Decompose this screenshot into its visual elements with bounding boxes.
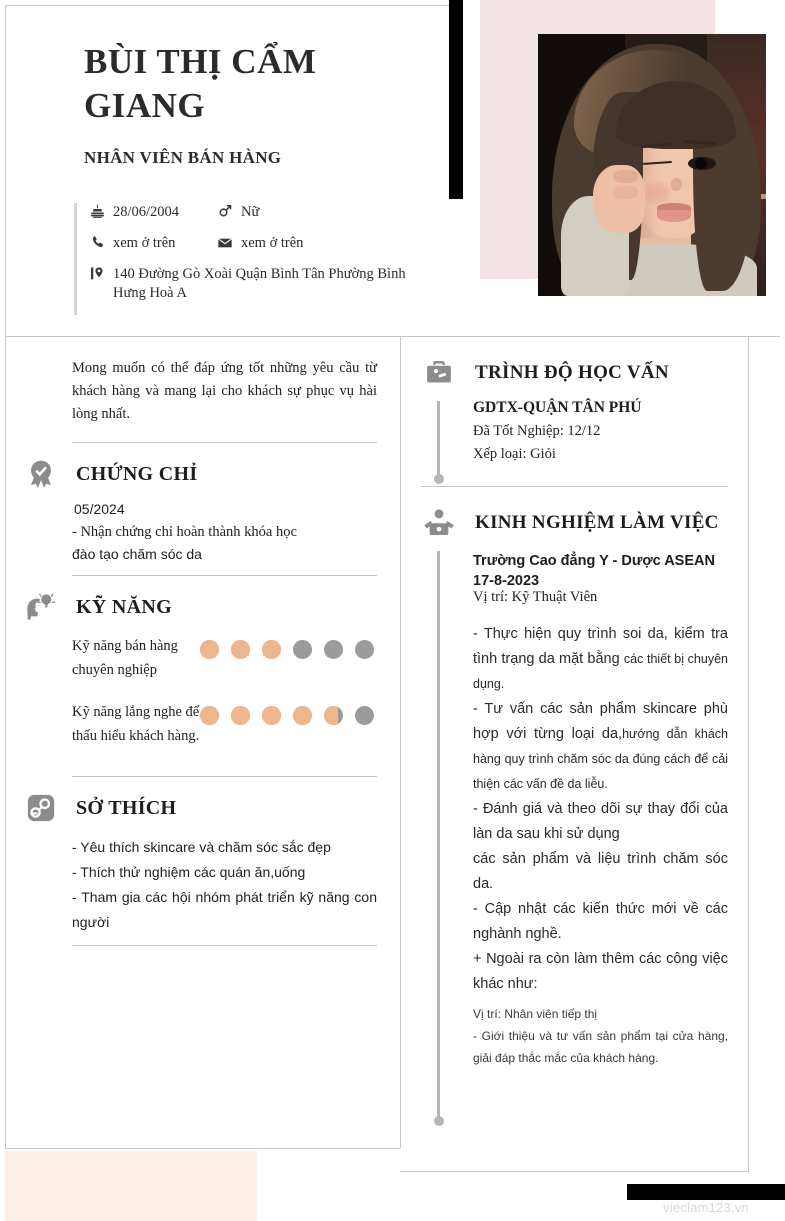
experience-date: 17-8-2023 xyxy=(473,573,540,589)
skill-rating-dot xyxy=(231,706,250,725)
right-column-border xyxy=(748,336,749,1173)
career-objective: Mong muốn có thể đáp ứng tốt những yêu cầu từ khách hàng và mang lại cho khách sự phục vụ hài lòng nhất. xyxy=(72,360,377,422)
certificates-title: CHỨNG CHỈ xyxy=(76,462,198,485)
skill-rating-dot xyxy=(355,706,374,725)
contact-address-text: 140 Đường Gò Xoài Quận Bình Tân Phường Bình Hưng Hoà A xyxy=(113,266,406,301)
hobbies-list xyxy=(72,835,377,935)
sub-duty: - Giới thiệu và tư vấn sản phẩm tại cửa hàng, giải đáp thắc mắc của khách hàng. xyxy=(473,1029,728,1065)
skill-name: Kỹ năng lắng nghe để thấu hiểu khách hàng. xyxy=(72,704,200,744)
hobby-line: - Yêu thích skincare và chăm sóc sắc đẹp xyxy=(72,839,331,855)
head-lightbulb-icon xyxy=(24,590,58,624)
certificate-badge-icon xyxy=(24,457,58,491)
skill-row xyxy=(72,634,377,682)
duty-2-small: hướng dẫn khách hàng quy trình chăm sóc da đúng cách để cải thiện các vấn đề da liễu. xyxy=(473,727,729,791)
section-education xyxy=(401,337,748,480)
duty-paragraph-6: + Ngoài ra còn làm thêm các công việc khác như: xyxy=(473,951,728,992)
skill-rating-dot xyxy=(324,706,343,725)
cake-icon xyxy=(87,204,107,219)
contact-email[interactable] xyxy=(215,234,303,253)
skills-title: KỸ NĂNG xyxy=(76,595,172,618)
hobby-line: - Thích thử nghiệm các quán ăn,uống xyxy=(72,864,306,880)
contact-gender xyxy=(215,203,259,222)
duty-paragraph-4: các sản phẩm và liệu trình chăm sóc da. xyxy=(473,851,728,892)
contact-row-2 xyxy=(87,234,444,253)
section-hobbies xyxy=(6,777,400,945)
gender-icon xyxy=(215,204,235,218)
skill-rating-dot xyxy=(262,706,281,725)
profile-photo xyxy=(538,34,766,296)
duty-1-main: - Thực hiện quy trình soi da, kiểm tra tình trạng da mặt bằng xyxy=(473,626,728,667)
timeline-dot xyxy=(434,474,444,484)
education-graduation: Đã Tốt Nghiệp: 12/12 xyxy=(473,423,601,439)
duty-paragraph-2 xyxy=(473,697,728,797)
experience-duties xyxy=(473,622,728,997)
hobbies-title: SỞ THÍCH xyxy=(76,796,177,819)
left-column xyxy=(6,337,400,946)
portrait-illustration xyxy=(538,34,766,296)
briefcase-icon xyxy=(421,355,457,391)
education-header xyxy=(473,355,728,391)
contact-phone-text: xem ở trên xyxy=(113,235,176,251)
left-column-bottom-rule xyxy=(5,1148,400,1149)
decorative-black-bar xyxy=(449,0,463,199)
skill-rating-dot xyxy=(262,640,281,659)
contact-email-text: xem ở trên xyxy=(241,235,304,251)
skill-name: Kỹ năng bán hàng chuyên nghiệp xyxy=(72,638,178,678)
contact-block xyxy=(74,203,444,315)
contact-address xyxy=(87,265,437,303)
education-title: TRÌNH ĐỘ HỌC VẤN xyxy=(475,362,669,383)
skills-header xyxy=(72,590,377,624)
skill-rating-dots xyxy=(200,634,374,659)
section-skills xyxy=(6,576,400,776)
duty-paragraph-1 xyxy=(473,622,728,697)
hobbies-header xyxy=(72,791,377,825)
experience-header xyxy=(473,505,728,541)
skill-rating-dot xyxy=(324,640,343,659)
duty-paragraph-3: - Đánh giá và theo dõi sự thay đổi của làn da sau khi sử dụng xyxy=(473,801,728,842)
duty-2-main: - Tư vấn các sản phẩm skincare phù hợp với từng loại da, xyxy=(473,701,728,742)
right-column-bottom-rule xyxy=(400,1171,748,1172)
duty-1-small: các thiết bị chuyên dụng. xyxy=(473,652,728,691)
duty-paragraph-5: - Cập nhật các kiến thức mới về các nghành nghề. xyxy=(473,901,728,942)
experience-organization: Trường Cao đẳng Y - Dược ASEAN xyxy=(473,553,715,569)
section-experience xyxy=(401,487,748,1093)
education-grade: Xếp loại: Giỏi xyxy=(473,446,556,462)
education-school: GDTX-QUẬN TÂN PHÚ xyxy=(473,399,642,416)
right-column xyxy=(401,337,748,1093)
contact-phone[interactable] xyxy=(87,234,215,253)
hobby-icon xyxy=(24,791,58,825)
skill-rating-dot xyxy=(355,640,374,659)
contact-row-1 xyxy=(87,203,444,222)
envelope-icon xyxy=(215,235,235,251)
certificate-line-1: - Nhận chứng chỉ hoàn thành khóa học xyxy=(72,524,297,540)
skill-rating-dot xyxy=(231,640,250,659)
skills-list xyxy=(72,634,377,748)
watermark: vieclam123.vn xyxy=(663,1200,749,1215)
contact-birthday-text: 28/06/2004 xyxy=(113,204,180,220)
timeline-dot xyxy=(434,1116,444,1126)
decorative-black-footer-bar xyxy=(627,1184,785,1200)
phone-icon xyxy=(87,235,107,250)
experience-title: KINH NGHIỆM LÀM VIỆC xyxy=(475,512,719,533)
sub-position: Vị trí: Nhân viên tiếp thị xyxy=(473,1007,598,1021)
certificates-header xyxy=(72,457,377,491)
certificate-line-2: đào tạo chăm sóc da xyxy=(72,546,202,562)
skill-rating-dot xyxy=(293,706,312,725)
decorative-peach-block xyxy=(5,1151,257,1221)
cv-header xyxy=(0,0,449,336)
experience-timeline xyxy=(437,551,440,1117)
divider-hobbies xyxy=(72,945,377,946)
candidate-name: BÙI THỊ CẨM GIANG xyxy=(84,42,317,125)
contact-gender-text: Nữ xyxy=(241,204,260,220)
experience-sub-block xyxy=(473,1003,728,1069)
skill-rating-dot xyxy=(200,640,219,659)
contact-birthday xyxy=(87,203,215,222)
skill-rating-dot xyxy=(293,640,312,659)
education-timeline xyxy=(437,401,440,475)
map-pin-icon xyxy=(87,266,107,282)
skill-rating-dots xyxy=(200,700,374,725)
skill-row xyxy=(72,700,377,748)
certificate-date: 05/2024 xyxy=(74,501,125,517)
contact-row-3 xyxy=(87,265,444,303)
experience-position: Vị trí: Kỹ Thuật Viên xyxy=(473,589,598,605)
work-people-icon xyxy=(421,505,457,541)
section-certificates xyxy=(6,443,400,575)
hobby-line: - Tham gia các hội nhóm phát triển kỹ năng con người xyxy=(72,889,377,930)
skill-rating-dot xyxy=(200,706,219,725)
candidate-job-title: NHÂN VIÊN BÁN HÀNG xyxy=(84,148,282,167)
